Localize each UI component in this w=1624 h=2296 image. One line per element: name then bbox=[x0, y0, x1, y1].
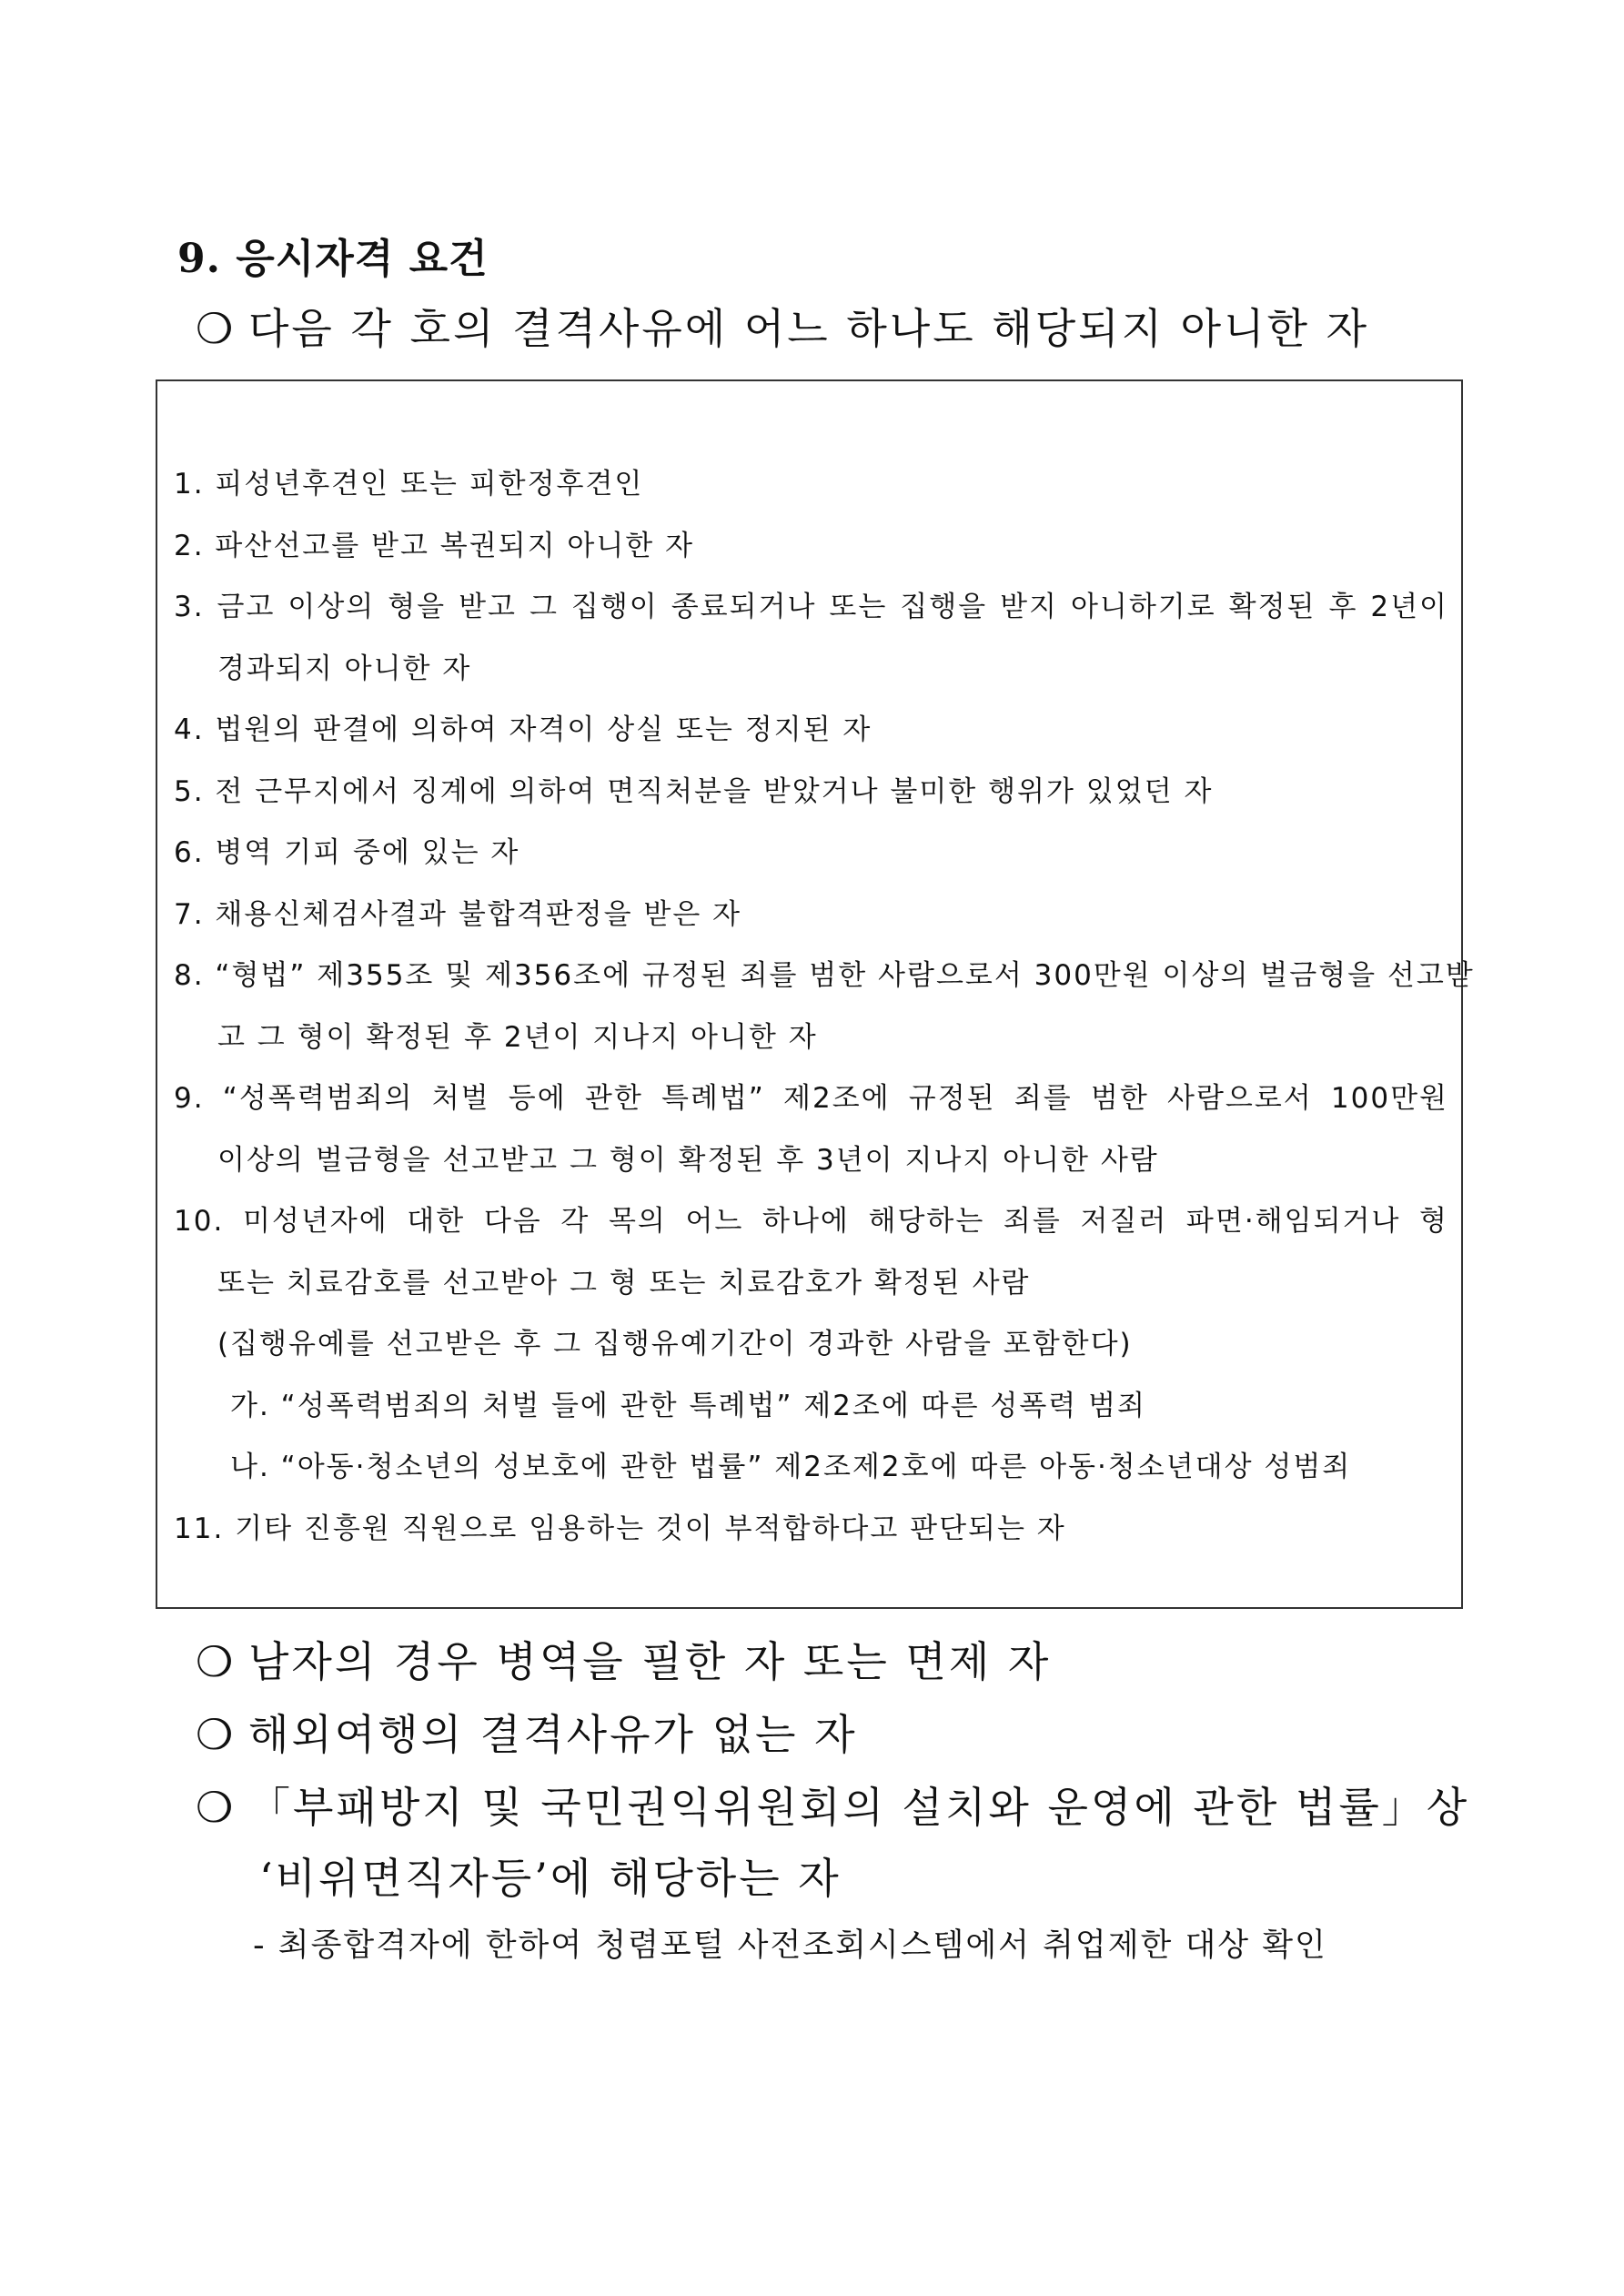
list-item-continuation: 이상의 벌금형을 선고받고 그 형이 확정된 후 3년이 지나지 아니한 사람 bbox=[217, 1143, 1159, 1177]
list-item: 6. 병역 기피 중에 있는 자 bbox=[174, 836, 520, 869]
list-item: 2. 파산선고를 받고 복권되지 아니한 자 bbox=[174, 529, 695, 562]
circle-bullet-icon: ❍ bbox=[196, 1637, 237, 1686]
bullet-text: 「부패방지 및 국민권익위원회의 설치와 운영에 관한 법률」상 bbox=[248, 1783, 1470, 1832]
disqualification-box bbox=[156, 379, 1475, 1609]
list-item: 3. 금고 이상의 형을 받고 그 집행이 종료되거나 또는 집행을 받지 아니하기로 확정된 후 2년이 bbox=[174, 591, 1448, 623]
list-item: 7. 채용신체검사결과 불합격판정을 받은 자 bbox=[174, 897, 742, 931]
note-line: - 최종합격자에 한하여 청렴포털 사전조회시스템에서 취업제한 대상 확인 bbox=[253, 1927, 1327, 1964]
list-item-continuation: 고 그 형이 확정된 후 2년이 지나지 아니한 자 bbox=[217, 1020, 818, 1054]
bullet-text: 해외여행의 결격사유가 없는 자 bbox=[248, 1710, 858, 1759]
list-item: 5. 전 근무지에서 징계에 의하여 면직처분을 받았거나 불미한 행위가 있었던 자 bbox=[174, 774, 1214, 808]
list-item: 9. “성폭력범죄의 처벌 등에 관한 특례법” 제2조에 규정된 죄를 범한 사람으로서 100만원 bbox=[174, 1082, 1448, 1115]
list-item-continuation: (집행유예를 선고받은 후 그 집행유예기간이 경과한 사람을 포함한다) bbox=[217, 1328, 1133, 1360]
bullet-text: 다음 각 호의 결격사유에 어느 하나도 해당되지 아니한 자 bbox=[248, 304, 1370, 353]
circle-bullet-icon: ❍ bbox=[196, 1710, 237, 1759]
disqualification-list bbox=[174, 454, 1475, 1560]
bullet-travel bbox=[196, 1702, 858, 1762]
bullet-anticorruption bbox=[196, 1775, 1469, 1835]
sub-item: 나. “아동·청소년의 성보호에 관한 법률” 제2조제2호에 따른 아동·청소년대상 성범죄 bbox=[230, 1451, 1352, 1483]
list-item: 8. “형법” 제355조 및 제356조에 규정된 죄를 범한 사람으로서 300만원 이상의 벌금형을 선고받 bbox=[174, 959, 1475, 992]
bullet-disqualification-intro bbox=[196, 296, 1369, 356]
list-item: 10. 미성년자에 대한 다음 각 목의 어느 하나에 해당하는 죄를 저질러 파면·해임되거나 형 bbox=[174, 1205, 1448, 1238]
list-item-continuation: 또는 치료감호를 선고받아 그 형 또는 치료감호가 확정된 사람 bbox=[217, 1266, 1031, 1300]
list-item: 4. 법원의 판결에 의하여 자격이 상실 또는 정지된 자 bbox=[174, 713, 873, 746]
list-item: 11. 기타 진흥원 직원으로 임용하는 것이 부적합하다고 판단되는 자 bbox=[174, 1512, 1066, 1545]
section-title: 9. 응시자격 요건 bbox=[177, 236, 489, 282]
bullet-text: 남자의 경우 병역을 필한 자 또는 면제 자 bbox=[248, 1637, 1052, 1686]
circle-bullet-icon: ❍ bbox=[196, 1783, 237, 1832]
bullet-military bbox=[196, 1629, 1051, 1689]
list-item-continuation: 경과되지 아니한 자 bbox=[217, 652, 472, 685]
list-item: 1. 피성년후견인 또는 피한정후견인 bbox=[174, 468, 644, 501]
circle-bullet-icon: ❍ bbox=[196, 304, 237, 353]
bullet-anticorruption-continuation: ‘비위면직자등’에 해당하는 자 bbox=[259, 1854, 842, 1903]
sub-item: 가. “성폭력범죄의 처벌 들에 관한 특례법” 제2조에 따른 성폭력 범죄 bbox=[230, 1389, 1146, 1422]
